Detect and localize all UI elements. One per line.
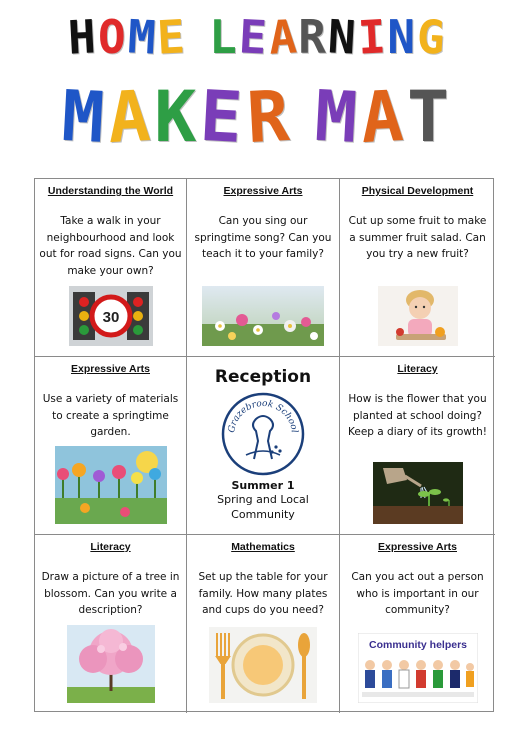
- title-letter: L: [209, 10, 239, 64]
- plate-and-cutlery-image: [209, 627, 317, 703]
- title-letter: K: [154, 76, 201, 158]
- spring-flowers-image: [202, 286, 324, 346]
- reception-title: Reception: [214, 367, 312, 387]
- activity-task: Set up the table for your family. How many plates and cups do you need?: [198, 571, 328, 616]
- activity-task: Can you sing our springtime song? Can you teach it to your family?: [194, 215, 332, 260]
- activity-heading: Expressive Arts: [71, 363, 150, 375]
- title-letter: M: [126, 9, 159, 65]
- activity-cell-expressive-arts-community: [340, 535, 495, 713]
- title-letter: R: [244, 74, 295, 160]
- title-letter: O: [97, 10, 128, 64]
- activity-heading: Literacy: [90, 541, 131, 553]
- activity-heading: Understanding the World: [47, 185, 174, 197]
- title-word-learning: [209, 10, 447, 64]
- title-line-maker-mat: [0, 76, 515, 158]
- title-letter: N: [387, 10, 418, 64]
- title-letter: E: [198, 74, 249, 160]
- school-name: Grazebrook School: [226, 398, 299, 434]
- activity-task: How is the flower that you planted at school doing? Keep a diary of its growth!: [348, 393, 487, 438]
- activity-cell-understanding-world: [35, 179, 187, 357]
- title-letter: R: [298, 10, 328, 64]
- blossom-tree-image: [67, 625, 155, 703]
- activity-cell-expressive-arts-garden: [35, 357, 187, 535]
- activity-cell-literacy-flower: [340, 357, 495, 535]
- topic-label: Spring and Local Community: [217, 493, 309, 521]
- activity-task: Draw a picture of a tree in blossom. Can you write a description?: [41, 571, 180, 616]
- title-letter: I: [356, 9, 389, 65]
- title-letter: H: [66, 9, 100, 65]
- activity-heading: Expressive Arts: [223, 185, 303, 197]
- activity-task: Take a walk in your neighbourhood and look out for road signs. Can you make your own?: [39, 215, 182, 277]
- sign-number: 30: [102, 309, 119, 326]
- road-sign-image: [69, 286, 153, 346]
- page-title: [0, 0, 515, 170]
- community-helpers-image: [358, 633, 478, 703]
- activity-heading: Literacy: [397, 363, 438, 375]
- activity-heading: Mathematics: [231, 541, 295, 553]
- activity-cell-literacy-tree: [35, 535, 187, 713]
- title-letter: G: [415, 9, 449, 65]
- title-line-home-learning: [0, 10, 515, 64]
- title-letter: E: [237, 9, 270, 65]
- reception-summary-cell: [187, 357, 340, 535]
- title-word-maker: [59, 74, 295, 160]
- activity-cell-expressive-arts-song: [187, 179, 340, 357]
- term-label: Summer 1: [231, 479, 295, 492]
- title-letter: A: [267, 9, 300, 65]
- title-letter: T: [406, 76, 454, 158]
- title-letter: A: [105, 74, 157, 160]
- title-letter: E: [155, 9, 189, 65]
- title-word-mat: [312, 74, 454, 160]
- title-letter: M: [59, 74, 111, 160]
- activity-task: Can you act out a person who is important in our community?: [351, 571, 484, 616]
- title-word-home: [68, 10, 187, 64]
- activity-cell-physical-development: [340, 179, 495, 357]
- title-letter: A: [358, 74, 410, 160]
- watering-plant-image: [373, 462, 463, 524]
- activity-heading: Physical Development: [361, 185, 474, 197]
- activity-task: Use a variety of materials to create a springtime garden.: [42, 393, 179, 438]
- title-letter: M: [312, 74, 363, 160]
- maker-mat-grid: [34, 178, 494, 712]
- craft-garden-image: [55, 446, 167, 524]
- activity-heading: Expressive Arts: [378, 541, 457, 553]
- activity-task: Cut up some fruit to make a summer fruit salad. Can you try a new fruit?: [348, 215, 487, 260]
- community-helpers-caption: Community helpers: [368, 639, 467, 651]
- child-cutting-fruit-image: [378, 286, 458, 346]
- school-logo: [220, 391, 306, 477]
- title-letter: N: [326, 9, 360, 65]
- activity-cell-mathematics: [187, 535, 340, 713]
